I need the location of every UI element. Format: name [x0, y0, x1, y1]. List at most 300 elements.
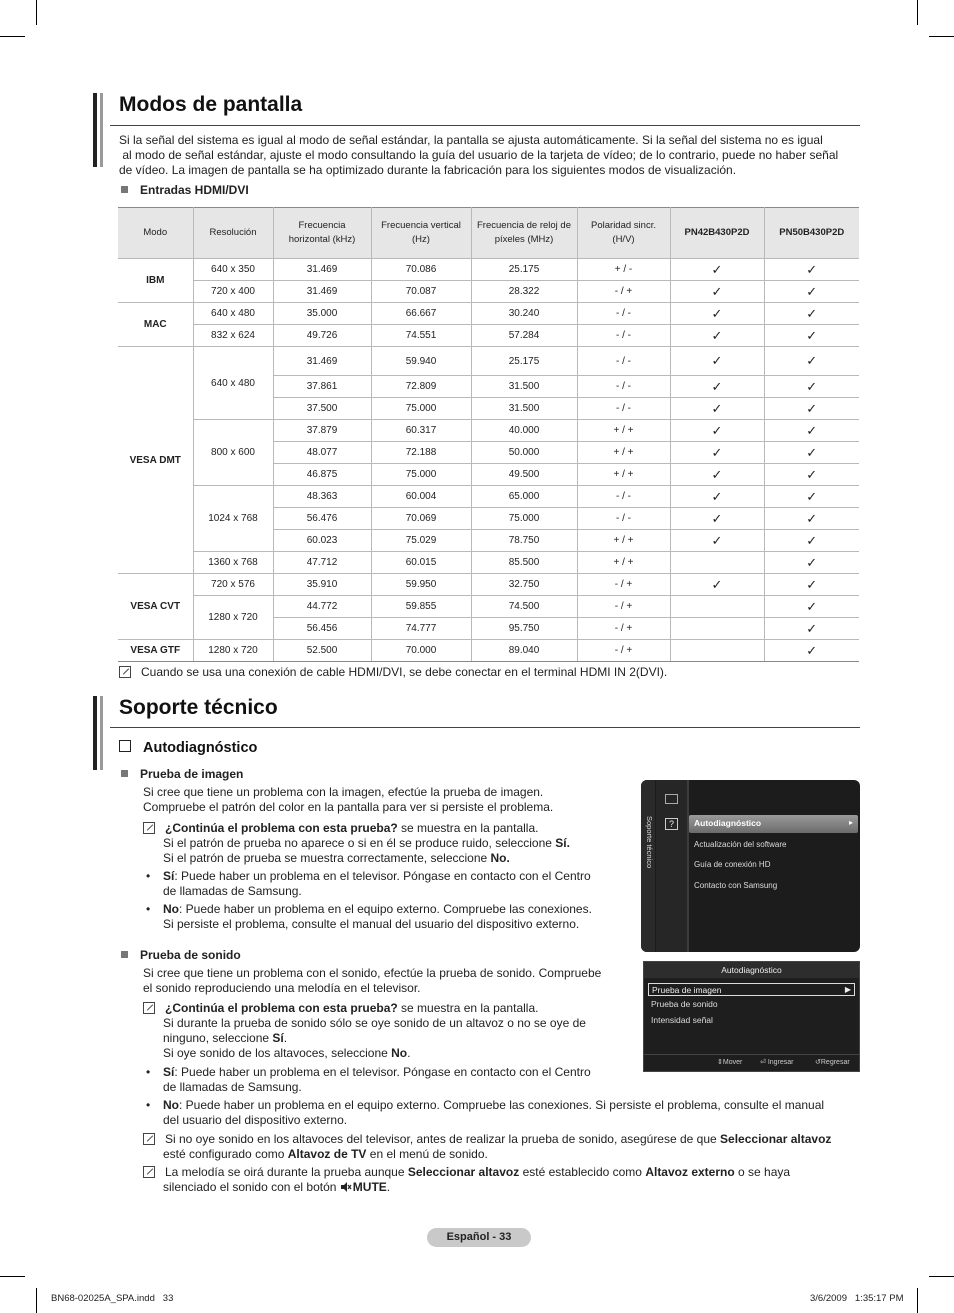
prueba-imagen-heading	[121, 767, 243, 782]
note-icon	[143, 822, 155, 834]
check-icon: ✓	[711, 283, 723, 299]
checkbox-bullet-icon	[119, 740, 131, 752]
menu-item-guia[interactable]: Guía de conexión HD	[694, 860, 771, 869]
table-row	[118, 325, 859, 347]
cell-v-freq: 75.029	[371, 530, 471, 552]
cell-pn42-support	[670, 508, 764, 530]
check-icon: ✓	[711, 488, 723, 504]
table-row	[118, 552, 859, 574]
check-icon: ✓	[806, 620, 818, 636]
check-icon: ✓	[711, 532, 723, 548]
section-bar	[100, 696, 103, 770]
cell-pn50-support	[764, 508, 859, 530]
return-icon: ↺	[815, 1059, 821, 1066]
cell-pn42-support	[670, 574, 764, 596]
cell-pn42-support	[670, 325, 764, 347]
cell-v-freq: 60.015	[371, 552, 471, 574]
cell-mode: VESA DMT	[118, 347, 193, 574]
text-line: Compruebe el patrón del color en la pantalla para ver si persiste el problema.	[143, 800, 554, 814]
cell-v-freq: 70.086	[371, 259, 471, 281]
file-slug: BN68-02025A_SPA.indd 33	[51, 1293, 174, 1304]
cell-polarity: - / -	[577, 303, 670, 325]
cell-v-freq: 60.317	[371, 420, 471, 442]
menu-icon-column	[656, 780, 687, 952]
cell-h-freq: 47.712	[273, 552, 371, 574]
cell-h-freq: 31.469	[273, 259, 371, 281]
col-header: Frecuencia horizontal (kHz)	[273, 208, 371, 259]
cell-pixel-clock: 74.500	[471, 596, 577, 618]
cell-pn42-support	[670, 442, 764, 464]
cell-polarity: - / -	[577, 398, 670, 420]
bullet-si-sonido: • Sí: Puede haber un problema en el televisor. Póngase en contacto con el Centro de llamadas de Samsung.	[146, 1065, 626, 1095]
cell-v-freq: 70.000	[371, 640, 471, 662]
bullet-no-sonido: • No: Puede haber un problema en el equipo externo. Compruebe las conexiones. Si persiste el problema, consulte el manual del usuario del dispositivo externo.	[146, 1098, 861, 1128]
cell-h-freq: 35.000	[273, 303, 371, 325]
hint-move	[717, 1058, 742, 1066]
autodiagnostico-heading	[119, 740, 257, 756]
check-icon: ✓	[806, 422, 818, 438]
cell-pn42-support	[670, 464, 764, 486]
check-icon: ✓	[806, 305, 818, 321]
bullet-text: : Puede haber un problema en el equipo externo. Compruebe las conexiones. Si persiste el problema, consulte el manual	[179, 1098, 825, 1112]
cell-v-freq: 74.551	[371, 325, 471, 347]
cell-pn50-support	[764, 442, 859, 464]
bullet-text: : Puede haber un problema en el televisor. Póngase en contacto con el Centro	[174, 869, 591, 883]
menu-item-label: Autodiagnóstico	[694, 818, 762, 828]
bullet-text: del usuario del dispositivo externo.	[163, 1113, 348, 1127]
hdmi-heading	[121, 183, 249, 198]
cell-resolution: 640 x 480	[193, 347, 273, 420]
check-icon: ✓	[711, 378, 723, 394]
note-icon	[143, 1166, 155, 1178]
bullet-bold: No	[163, 902, 179, 916]
cell-h-freq: 37.879	[273, 420, 371, 442]
cell-polarity: - / -	[577, 325, 670, 347]
col-header: PN50B430P2D	[764, 208, 859, 259]
arrow-right-icon: ▸	[848, 818, 853, 827]
bullet-bold: No	[163, 1098, 179, 1112]
cell-pixel-clock: 31.500	[471, 398, 577, 420]
cell-h-freq: 60.023	[273, 530, 371, 552]
note-text: La melodía se oirá durante la prueba aunque	[165, 1165, 408, 1179]
check-icon: ✓	[806, 510, 818, 526]
cell-pn42-support	[670, 640, 764, 662]
cell-polarity: - / +	[577, 618, 670, 640]
note-bold: No	[391, 1046, 408, 1060]
cell-pn42-support	[670, 618, 764, 640]
check-icon: ✓	[806, 532, 818, 548]
check-icon: ✓	[711, 576, 723, 592]
check-icon: ✓	[806, 261, 818, 277]
cell-pixel-clock: 25.175	[471, 259, 577, 281]
cell-v-freq: 66.667	[371, 303, 471, 325]
tv-menu-soporte	[641, 780, 860, 952]
note-icon	[143, 1133, 155, 1145]
intro-paragraph	[119, 133, 864, 178]
cell-pn50-support	[764, 303, 859, 325]
cell-polarity: - / -	[577, 508, 670, 530]
check-icon: ✓	[711, 510, 723, 526]
autodiagnostico-label: Autodiagnóstico	[143, 740, 258, 756]
prueba-sonido-note: ¿Continúa el problema con esta prueba? se muestra en la pantalla. Si durante la prueba de sonido sólo se oye sonido de un altavoz o no se oye de ninguno, seleccione Sí. Si oye sonido de los altavoces, seleccione No.	[143, 1001, 628, 1061]
cell-h-freq: 52.500	[273, 640, 371, 662]
cell-pixel-clock: 95.750	[471, 618, 577, 640]
menu-item-software[interactable]: Actualización del software	[694, 840, 787, 849]
cell-pn42-support	[670, 486, 764, 508]
bullet-bold: Sí	[163, 1065, 175, 1079]
cell-polarity: - / -	[577, 347, 670, 376]
col-header: Modo	[118, 208, 193, 259]
check-icon: ✓	[806, 466, 818, 482]
table-row	[118, 259, 859, 281]
arrow-right-icon: ▶	[844, 985, 851, 994]
note-bold: MUTE	[352, 1180, 387, 1194]
hdmi-heading-label: Entradas HDMI/DVI	[140, 183, 249, 197]
cell-pixel-clock: 30.240	[471, 303, 577, 325]
cell-v-freq: 72.809	[371, 376, 471, 398]
section-rule	[110, 125, 860, 126]
cell-resolution: 720 x 576	[193, 574, 273, 596]
note-bold: Altavoz externo	[645, 1165, 735, 1179]
check-icon: ✓	[711, 400, 723, 416]
updown-icon: ⇕	[717, 1059, 723, 1066]
table-row	[118, 640, 859, 662]
check-icon: ✓	[711, 353, 723, 368]
cell-h-freq: 37.500	[273, 398, 371, 420]
square-bullet-icon	[121, 951, 128, 958]
cell-pn42-support	[670, 259, 764, 281]
cell-pn42-support	[670, 281, 764, 303]
cell-v-freq: 75.000	[371, 398, 471, 420]
table-row	[118, 420, 859, 442]
cell-pixel-clock: 25.175	[471, 347, 577, 376]
enter-icon: ⏎	[760, 1059, 766, 1066]
cell-polarity: + / +	[577, 552, 670, 574]
note-text: Si el patrón de prueba no aparece o si en él se produce ruido, seleccione	[163, 836, 556, 850]
note-bold: Sí.	[555, 836, 570, 850]
cell-polarity: + / +	[577, 464, 670, 486]
cell-pixel-clock: 78.750	[471, 530, 577, 552]
cell-pn50-support	[764, 398, 859, 420]
note-melodia: La melodía se oirá durante la prueba aunque Seleccionar altavoz esté establecido como Altavoz externo o se haya silenciado el sonido con el botón MUTE.	[143, 1165, 858, 1197]
bullet-no-imagen: • No: Puede haber un problema en el equipo externo. Compruebe las conexiones. Si persiste el problema, consulte el manual del usuario del dispositivo externo.	[146, 902, 626, 932]
menu-item-contacto[interactable]: Contacto con Samsung	[694, 881, 778, 890]
cell-pn42-support	[670, 398, 764, 420]
col-header: Polaridad sincr. (H/V)	[577, 208, 670, 259]
prueba-sonido-label: Prueba de sonido	[140, 948, 241, 962]
cell-h-freq: 48.077	[273, 442, 371, 464]
cell-pn50-support	[764, 618, 859, 640]
table-row	[118, 347, 859, 376]
note-bold: Seleccionar altavoz	[407, 1165, 520, 1179]
hint-return	[815, 1058, 850, 1066]
note-text: ninguno, seleccione	[163, 1031, 273, 1045]
date-slug: 3/6/2009 1:35:17 PM	[810, 1293, 904, 1304]
note-icon	[143, 1002, 155, 1014]
note-bold: ¿Continúa el problema con esta prueba?	[165, 821, 398, 835]
crop-mark	[36, 0, 37, 25]
cell-pixel-clock: 57.284	[471, 325, 577, 347]
note-text: esté establecido como	[519, 1165, 646, 1179]
intro-line: de vídeo. La imagen de pantalla se ha optimizado durante la fabricación para los siguientes modos de visualización.	[119, 163, 737, 177]
cell-polarity: - / +	[577, 596, 670, 618]
section-bar	[93, 93, 97, 167]
cell-v-freq: 59.940	[371, 347, 471, 376]
cell-resolution: 640 x 350	[193, 259, 273, 281]
check-icon: ✓	[711, 261, 723, 277]
square-bullet-icon	[121, 770, 128, 777]
note-seleccionar-altavoz	[143, 1132, 858, 1162]
cell-v-freq: 70.069	[371, 508, 471, 530]
cell-polarity: - / -	[577, 376, 670, 398]
menu-side-label: Soporte técnico	[645, 816, 654, 869]
hdmi-note	[119, 665, 667, 680]
cell-h-freq: 56.456	[273, 618, 371, 640]
note-text: Si no oye sonido en los altavoces del televisor, antes de realizar la prueba de sonido, asegúrese de que	[165, 1132, 721, 1146]
menu2-item-intensidad[interactable]: Intensidad señal	[651, 1015, 713, 1025]
mute-icon	[340, 1181, 352, 1197]
table-row	[118, 281, 859, 303]
prueba-imagen-note	[143, 821, 623, 866]
note-text: Si durante la prueba de sonido sólo se oye sonido de un altavoz o no se oye de	[163, 1016, 586, 1030]
crop-mark	[917, 0, 918, 25]
cell-pixel-clock: 31.500	[471, 376, 577, 398]
cell-resolution: 1024 x 768	[193, 486, 273, 552]
section-title-soporte: Soporte técnico	[119, 696, 278, 719]
menu-divider	[687, 780, 689, 952]
note-text: silenciado el sonido con el botón	[163, 1180, 340, 1194]
crop-mark	[0, 36, 25, 37]
bullet-text: : Puede haber un problema en el televisor. Póngase en contacto con el Centro	[174, 1065, 591, 1079]
cell-pixel-clock: 85.500	[471, 552, 577, 574]
hint-enter	[760, 1058, 794, 1066]
text-line: Si cree que tiene un problema con la imagen, efectúe la prueba de imagen.	[143, 785, 544, 799]
cell-v-freq: 70.087	[371, 281, 471, 303]
table-header-row	[118, 208, 859, 259]
note-text: en el menú de sonido.	[366, 1147, 488, 1161]
check-icon: ✓	[806, 576, 818, 592]
cell-h-freq: 31.469	[273, 281, 371, 303]
note-text: se muestra en la pantalla.	[397, 1001, 539, 1015]
table-row	[118, 303, 859, 325]
hdmi-note-text: Cuando se usa una conexión de cable HDMI/DVI, se debe conectar en el terminal HDMI IN 2(DVI).	[141, 665, 668, 679]
hint-label: Regresar	[820, 1059, 850, 1066]
cell-resolution: 1280 x 720	[193, 596, 273, 640]
cell-pn50-support	[764, 552, 859, 574]
cell-pn50-support	[764, 530, 859, 552]
check-icon: ✓	[806, 353, 818, 368]
cell-resolution: 1360 x 768	[193, 552, 273, 574]
cell-polarity: - / +	[577, 640, 670, 662]
tv-menu-autodiagnostico	[643, 961, 860, 1072]
section-rule	[110, 727, 860, 728]
check-icon: ✓	[806, 400, 818, 416]
check-icon: ✓	[806, 642, 818, 658]
cell-mode: MAC	[118, 303, 193, 347]
cell-pn50-support	[764, 281, 859, 303]
note-icon	[119, 666, 131, 678]
cell-pn50-support	[764, 464, 859, 486]
cell-pn42-support	[670, 376, 764, 398]
menu2-divider	[644, 1054, 859, 1055]
menu2-item-prueba-imagen[interactable]	[648, 983, 855, 996]
note-text: esté configurado como	[163, 1147, 288, 1161]
cell-pn50-support	[764, 596, 859, 618]
table-row	[118, 574, 859, 596]
cell-pn50-support	[764, 486, 859, 508]
square-bullet-icon	[121, 186, 128, 193]
cell-pixel-clock: 65.000	[471, 486, 577, 508]
hint-label: Ingresar	[767, 1059, 794, 1066]
cell-pixel-clock: 89.040	[471, 640, 577, 662]
section-title-modos: Modos de pantalla	[119, 93, 303, 116]
table-row	[118, 486, 859, 508]
cell-pixel-clock: 32.750	[471, 574, 577, 596]
col-header: Resolución	[193, 208, 273, 259]
input-icon[interactable]	[665, 794, 678, 804]
prueba-imagen-text	[143, 785, 623, 815]
cell-h-freq: 46.875	[273, 464, 371, 486]
display-modes-table	[118, 207, 859, 662]
cell-pn42-support	[670, 552, 764, 574]
cell-resolution: 720 x 400	[193, 281, 273, 303]
cell-polarity: + / +	[577, 420, 670, 442]
cell-pn50-support	[764, 376, 859, 398]
check-icon: ✓	[806, 598, 818, 614]
page-number: Español - 33	[427, 1228, 531, 1247]
cell-pn42-support	[670, 596, 764, 618]
section-bar	[93, 696, 97, 770]
text-line: el sonido reproduciendo una melodía en el televisor.	[143, 981, 421, 995]
cell-polarity: - / -	[577, 486, 670, 508]
col-header: Frecuencia de reloj de píxeles (MHz)	[471, 208, 577, 259]
check-icon: ✓	[711, 327, 723, 343]
section-bar	[100, 93, 103, 167]
menu2-item-prueba-sonido[interactable]: Prueba de sonido	[651, 999, 718, 1009]
cell-mode: VESA CVT	[118, 574, 193, 640]
cell-pixel-clock: 75.000	[471, 508, 577, 530]
cell-h-freq: 56.476	[273, 508, 371, 530]
note-bold: Altavoz de TV	[287, 1147, 367, 1161]
cell-v-freq: 75.000	[371, 464, 471, 486]
cell-polarity: - / +	[577, 574, 670, 596]
cell-polarity: - / +	[577, 281, 670, 303]
cell-pn50-support	[764, 347, 859, 376]
note-text: o se haya	[734, 1165, 791, 1179]
cell-resolution: 1280 x 720	[193, 640, 273, 662]
cell-resolution: 832 x 624	[193, 325, 273, 347]
cell-pn50-support	[764, 420, 859, 442]
cell-pixel-clock: 50.000	[471, 442, 577, 464]
menu2-title: Autodiagnóstico	[644, 962, 859, 978]
cell-resolution: 640 x 480	[193, 303, 273, 325]
note-bold: ¿Continúa el problema con esta prueba?	[165, 1001, 398, 1015]
menu-item-selected[interactable]	[689, 815, 858, 833]
prueba-sonido-heading	[121, 948, 241, 963]
cell-h-freq: 49.726	[273, 325, 371, 347]
cell-resolution: 800 x 600	[193, 420, 273, 486]
check-icon: ✓	[806, 444, 818, 460]
check-icon: ✓	[806, 488, 818, 504]
cell-v-freq: 74.777	[371, 618, 471, 640]
cell-h-freq: 35.910	[273, 574, 371, 596]
cell-v-freq: 72.188	[371, 442, 471, 464]
cell-mode: IBM	[118, 259, 193, 303]
crop-mark	[0, 1276, 25, 1277]
note-bold: No.	[490, 851, 510, 865]
bullet-bold: Sí	[163, 869, 175, 883]
check-icon: ✓	[806, 378, 818, 394]
bullet-text: de llamadas de Samsung.	[163, 884, 302, 898]
cell-pixel-clock: 40.000	[471, 420, 577, 442]
cell-h-freq: 44.772	[273, 596, 371, 618]
check-icon: ✓	[711, 466, 723, 482]
cell-pixel-clock: 28.322	[471, 281, 577, 303]
crop-mark	[36, 1288, 37, 1313]
cell-pn50-support	[764, 325, 859, 347]
bullet-text: Si persiste el problema, consulte el manual del usuario del dispositivo externo.	[163, 917, 580, 931]
cell-h-freq: 31.469	[273, 347, 371, 376]
note-bold: Seleccionar altavoz	[720, 1132, 832, 1146]
cell-pixel-clock: 49.500	[471, 464, 577, 486]
cell-polarity: + / +	[577, 530, 670, 552]
cell-pn50-support	[764, 640, 859, 662]
prueba-imagen-label: Prueba de imagen	[140, 767, 244, 781]
cell-v-freq: 59.950	[371, 574, 471, 596]
menu-item-label: Prueba de imagen	[652, 985, 722, 995]
cell-pn42-support	[670, 530, 764, 552]
check-icon: ✓	[711, 444, 723, 460]
check-icon: ✓	[711, 422, 723, 438]
bullet-si-imagen: • Sí: Puede haber un problema en el televisor. Póngase en contacto con el Centro de llamadas de Samsung.	[146, 869, 626, 899]
check-icon: ✓	[806, 554, 818, 570]
note-text: Si el patrón de prueba se muestra correctamente, seleccione	[163, 851, 491, 865]
bullet-text: : Puede haber un problema en el equipo externo. Compruebe las conexiones.	[179, 902, 592, 916]
cell-pn50-support	[764, 259, 859, 281]
cell-pn50-support	[764, 574, 859, 596]
hint-label: Mover	[722, 1059, 743, 1066]
cell-v-freq: 60.004	[371, 486, 471, 508]
check-icon: ✓	[711, 305, 723, 321]
text-line: Si cree que tiene un problema con el sonido, efectúe la prueba de sonido. Compruebe	[143, 966, 602, 980]
help-icon[interactable]: ?	[665, 818, 678, 830]
table-row	[118, 596, 859, 618]
check-icon: ✓	[806, 327, 818, 343]
intro-line: al modo de señal estándar, ajuste el modo consultando la guía del usuario de la tarjeta de vídeo; de lo contrario, puede no haber señal	[119, 148, 839, 162]
cell-pn42-support	[670, 303, 764, 325]
note-bold: Sí	[272, 1031, 284, 1045]
col-header: PN42B430P2D	[670, 208, 764, 259]
check-icon: ✓	[806, 283, 818, 299]
bullet-text: de llamadas de Samsung.	[163, 1080, 302, 1094]
cell-pn42-support	[670, 420, 764, 442]
cell-mode: VESA GTF	[118, 640, 193, 662]
cell-pn42-support	[670, 347, 764, 376]
crop-mark	[917, 1288, 918, 1313]
cell-polarity: + / +	[577, 442, 670, 464]
crop-mark	[929, 36, 954, 37]
prueba-sonido-text	[143, 966, 628, 996]
intro-line: Si la señal del sistema es igual al modo de señal estándar, la pantalla se ajusta automáticamente. Si la señal del sistema no es igual	[119, 133, 823, 147]
note-text: se muestra en la pantalla.	[397, 821, 539, 835]
crop-mark	[929, 1276, 954, 1277]
cell-polarity: + / -	[577, 259, 670, 281]
cell-v-freq: 59.855	[371, 596, 471, 618]
note-text: Si oye sonido de los altavoces, seleccione	[163, 1046, 392, 1060]
cell-h-freq: 48.363	[273, 486, 371, 508]
col-header: Frecuencia vertical (Hz)	[371, 208, 471, 259]
cell-h-freq: 37.861	[273, 376, 371, 398]
